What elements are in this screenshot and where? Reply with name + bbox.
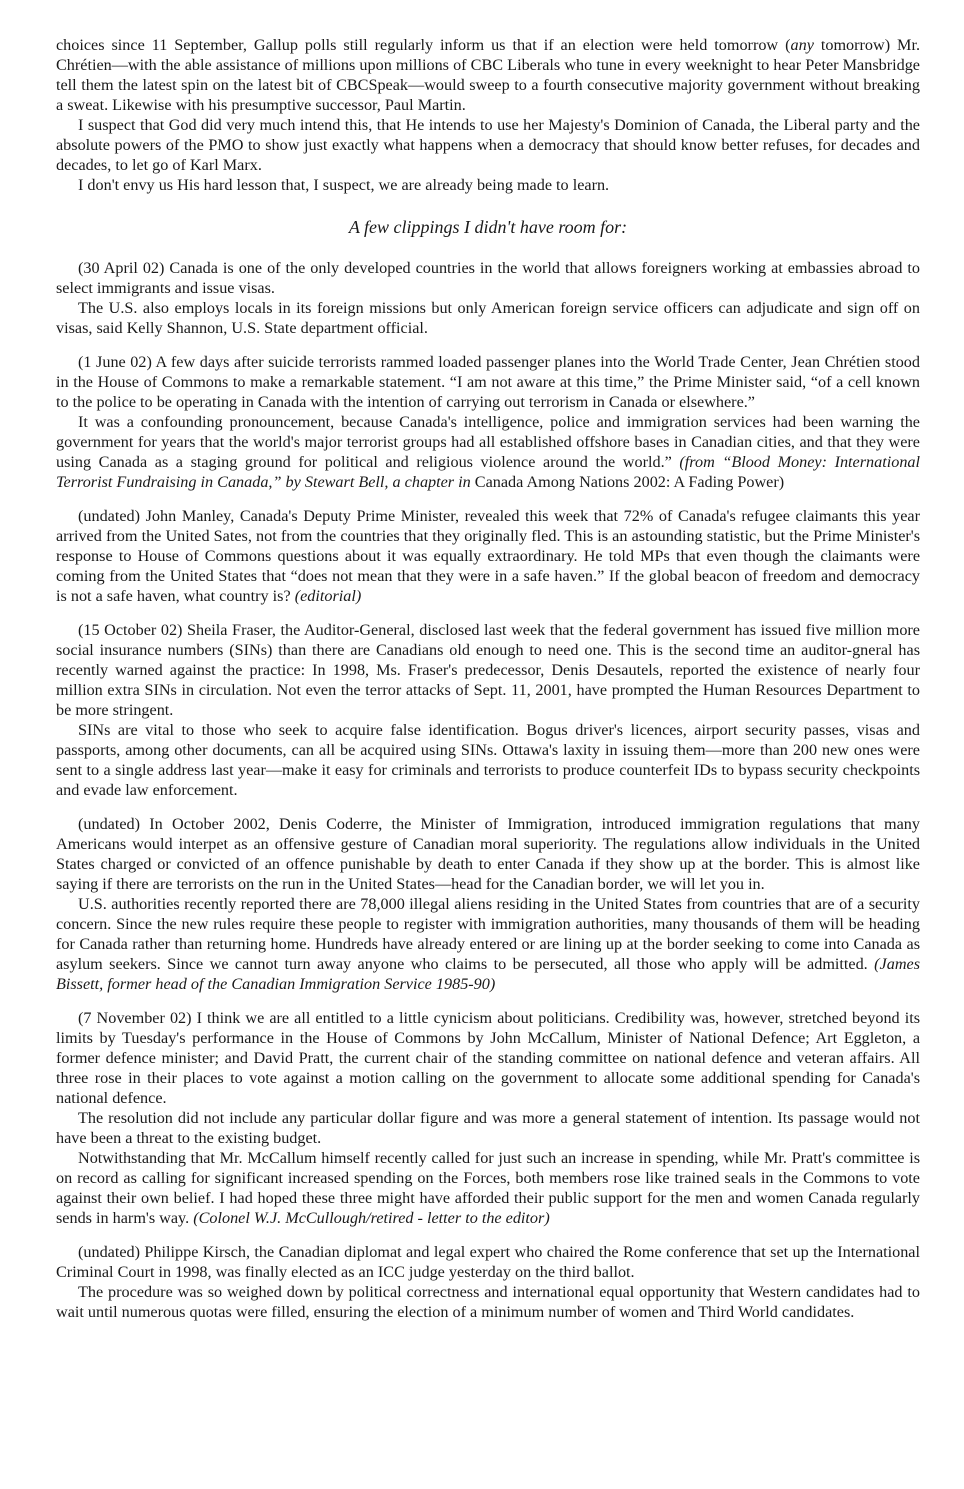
emphasis-any: any bbox=[790, 36, 814, 54]
clipping-5 bbox=[56, 814, 920, 994]
intro-section bbox=[56, 35, 920, 195]
clipping-paragraph: It was a confounding pronouncement, because Canada's intelligence, police and immigration services had been warning the government for years that the world's major terrorist groups had all established offshore bases in Canadian cities, and that they were using Canada as a staging ground for political and religious violence around the world.” (from “Blood Money: International Terrorist Fundraising in Canada,” by Stewart Bell, a chapter in Canada Among Nations 2002: A Fading Power) bbox=[56, 413, 920, 491]
clipping-paragraph: The procedure was so weighed down by political correctness and international equal opportunity that Western candidates had to wait until numerous quotas were filled, ensuring the election of a minimum number of women and Third World candidates. bbox=[56, 1283, 920, 1321]
clipping-paragraph: SINs are vital to those who seek to acquire false identification. Bogus driver's licences, airport security passes, visas and passports, among other documents, can all be acquired using SINs. Ottawa's laxity in issuing them—more than 200 new ones were sent to a single address last year—make it easy for criminals and terrorists to produce counterfeit IDs to bypass security checkpoints and evade law enforcement. bbox=[56, 721, 920, 799]
clipping-4 bbox=[56, 620, 920, 800]
clipping-paragraph: (undated) John Manley, Canada's Deputy Prime Minister, revealed this week that 72% of Canada's refugee claimants this year arrived from the United Sates, not from the countries that they originally fled. This is an astounding statistic, but the Prime Minister's response to House of Commons questions about it was equally extraordinary. He told MPs that even though the claimants were coming from the United States that “does not mean that they were in a safe haven.” If the global beacon of freedom and democracy is not a safe haven, what country is? (editorial) bbox=[56, 507, 920, 605]
intro-paragraph-1: choices since 11 September, Gallup polls still regularly inform us that if an election were held tomorrow (any tomorrow) Mr. Chrétien—with the able assistance of millions upon millions of CBC Liberals who tune in every weeknight to hear Peter Mansbridge tell them the latest spin on the latest bit of CBCSpeak—would sweep to a fourth consecutive majority government without breaking a sweat. Likewise with his presumptive successor, Paul Martin. bbox=[56, 36, 920, 114]
clipping-2 bbox=[56, 352, 920, 492]
clipping-6 bbox=[56, 1008, 920, 1228]
clipping-paragraph: (15 October 02) Sheila Fraser, the Auditor-General, disclosed last week that the federal government has issued five million more social insurance numbers (SINs) than there are Canadians old enough to need one. This is the second time an auditor-gneral has recently warned against the practice: In 1998, Ms. Fraser's predecessor, Denis Desautels, reported the existence of nearly four million extra SINs in circulation. Not even the terror attacks of Sept. 11, 2001, have prompted the Human Resources Department to be more stringent. bbox=[56, 621, 920, 719]
clippings-heading: A few clippings I didn't have room for: bbox=[348, 217, 628, 237]
clipping-source: (Colonel W.J. McCullough/retired - letter to the editor) bbox=[193, 1209, 550, 1227]
clipping-paragraph: The U.S. also employs locals in its foreign missions but only American foreign service officers can adjudicate and sign off on visas, said Kelly Shannon, U.S. State department official. bbox=[56, 299, 920, 337]
clipping-paragraph: (undated) Philippe Kirsch, the Canadian diplomat and legal expert who chaired the Rome conference that set up the International Criminal Court in 1998, was finally elected as an ICC judge yesterday on the third ballot. bbox=[56, 1243, 920, 1281]
clipping-paragraph: (1 June 02) A few days after suicide terrorists rammed loaded passenger planes into the World Trade Center, Jean Chrétien stood in the House of Commons to make a remarkable statement. “I am not aware at this time,” the Prime Minister said, “of a cell known to the police to be operating in Canada with the intention of carrying out terrorism in Canada or elsewhere.” bbox=[56, 353, 920, 411]
clipping-paragraph: (7 November 02) I think we are all entitled to a little cynicism about politicians. Credibility was, however, stretched beyond its limits by Tuesday's performance in the House of Commons by John McCallum, Minister of National Defence; Art Eggleton, a former defence minister; and David Pratt, the current chair of the standing committee on national defence and veteran affairs. All three rose in their places to vote against a motion calling on the government to allocate some additional spending for Canada's national defence. bbox=[56, 1009, 920, 1107]
clipping-source: (James Bissett, former head of the Canadian Immigration Service 1985-90) bbox=[56, 955, 920, 993]
clipping-7 bbox=[56, 1242, 920, 1322]
clipping-paragraph: (30 April 02) Canada is one of the only developed countries in the world that allows foreigners working at embassies abroad to select immigrants and issue visas. bbox=[56, 259, 920, 297]
clipping-source: (from “Blood Money: International Terrorist Fundraising in Canada,” by Stewart Bell, a chapter in Canada Among Nations 2002: A Fading Power) bbox=[56, 453, 920, 491]
clipping-paragraph: (undated) In October 2002, Denis Coderre, the Minister of Immigration, introduced immigration regulations that many Americans would interpet as an offensive gesture of Canadian moral superiority. The regulations allow individuals in the United States charged or convicted of an offence punishable by death to enter Canada if they show up at the border. This is almost like saying if there are terrorists on the run in the United States—head for the Canadian border, we will let you in. bbox=[56, 815, 920, 893]
clipping-paragraph: The resolution did not include any particular dollar figure and was more a general statement of intention. Its passage would not have been a threat to the existing budget. bbox=[56, 1109, 920, 1147]
clipping-paragraph: Notwithstanding that Mr. McCallum himself recently called for just such an increase in spending, while Mr. Pratt's committee is on record as calling for significant increased spending on the Forces, both members rose like trained seals in the Commons to vote against their own belief. I had hoped these three might have afforded their public support for the men and women Canada regularly sends in harm's way. (Colonel W.J. McCullough/retired - letter to the editor) bbox=[56, 1149, 920, 1227]
intro-paragraph-2: I suspect that God did very much intend this, that He intends to use her Majesty's Dominion of Canada, the Liberal party and the absolute powers of the PMO to show just exactly what happens when a democracy that should know better refuses, for decades and decades, to let go of Karl Marx. bbox=[56, 116, 920, 174]
clipping-1 bbox=[56, 258, 920, 338]
intro-paragraph-3: I don't envy us His hard lesson that, I suspect, we are already being made to learn. bbox=[78, 176, 610, 194]
clipping-source: (editorial) bbox=[294, 587, 362, 605]
clipping-3 bbox=[56, 506, 920, 606]
clipping-paragraph: U.S. authorities recently reported there are 78,000 illegal aliens residing in the United States from countries that are of a security concern. Since the new rules require these people to register with immigration authorities, many thousands of them will be heading for Canada rather than returning home. Hundreds have already entered or are lining up at the border seeking to come into Canada as asylum seekers. Since we cannot turn away anyone who claims to be persecuted, all those who apply will be admitted. (James Bissett, former head of the Canadian Immigration Service 1985-90) bbox=[56, 895, 920, 993]
